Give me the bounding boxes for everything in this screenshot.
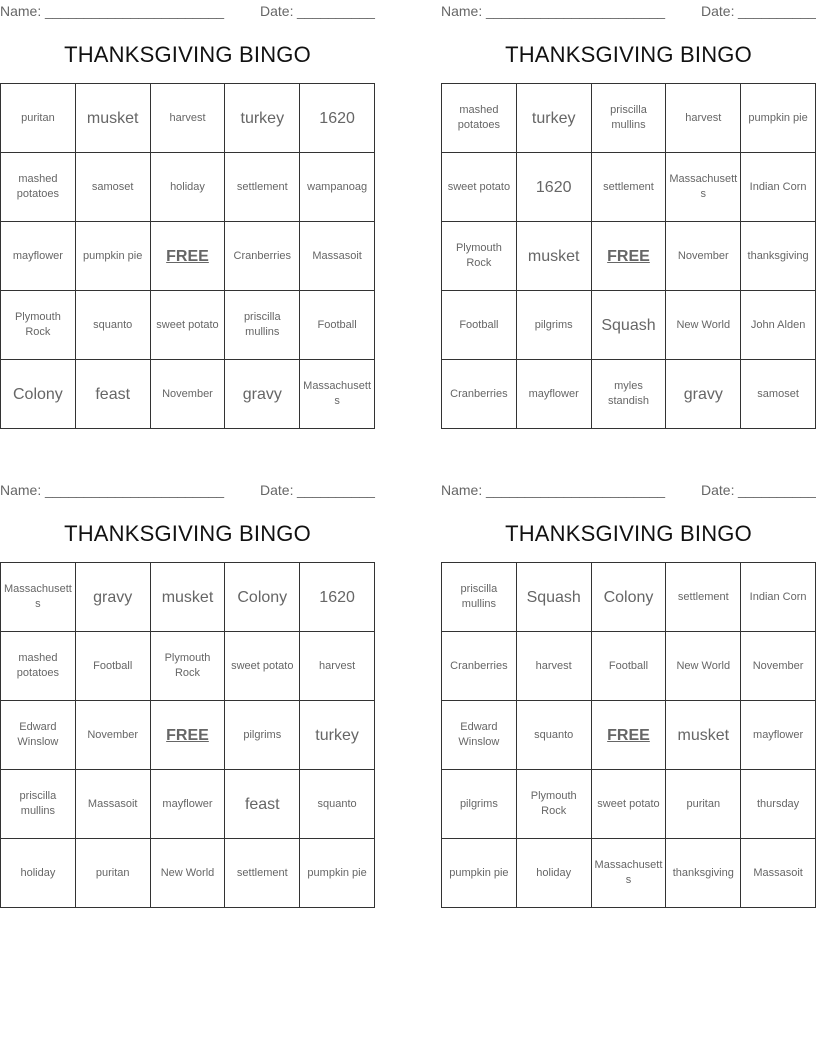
bingo-cell: musket bbox=[666, 701, 741, 770]
bingo-grid bbox=[0, 562, 375, 908]
bingo-cell: mashed potatoes bbox=[442, 84, 517, 153]
bingo-cell: gravy bbox=[75, 563, 150, 632]
bingo-cell: November bbox=[741, 632, 816, 701]
bingo-cell: sweet potato bbox=[225, 632, 300, 701]
free-space-cell: FREE bbox=[150, 222, 225, 291]
free-space-cell: FREE bbox=[591, 222, 666, 291]
bingo-row bbox=[1, 701, 375, 770]
bingo-row bbox=[442, 84, 816, 153]
bingo-row bbox=[442, 153, 816, 222]
bingo-row bbox=[1, 839, 375, 908]
bingo-cell: harvest bbox=[516, 632, 591, 701]
bingo-cell: Football bbox=[591, 632, 666, 701]
bingo-cell: settlement bbox=[666, 563, 741, 632]
bingo-cell: sweet potato bbox=[150, 291, 225, 360]
bingo-row bbox=[442, 360, 816, 429]
bingo-row bbox=[442, 563, 816, 632]
bingo-cell: Colony bbox=[225, 563, 300, 632]
bingo-cell: pilgrims bbox=[442, 770, 517, 839]
bingo-cell: 1620 bbox=[300, 563, 375, 632]
bingo-cell: pilgrims bbox=[516, 291, 591, 360]
bingo-cell: Massasoit bbox=[75, 770, 150, 839]
name-blank: _______________________ bbox=[486, 3, 666, 19]
bingo-cell: pumpkin pie bbox=[741, 84, 816, 153]
name-date-row bbox=[441, 482, 816, 500]
name-label: Name: bbox=[0, 3, 42, 19]
bingo-cell: Cranberries bbox=[442, 632, 517, 701]
bingo-cell: Plymouth Rock bbox=[1, 291, 76, 360]
bingo-row bbox=[442, 222, 816, 291]
bingo-cell: New World bbox=[666, 291, 741, 360]
bingo-cell: puritan bbox=[1, 84, 76, 153]
bingo-cell: holiday bbox=[516, 839, 591, 908]
bingo-cell: Colony bbox=[591, 563, 666, 632]
bingo-cell: priscilla mullins bbox=[442, 563, 517, 632]
name-date-row bbox=[441, 3, 816, 21]
date-blank: __________ bbox=[297, 3, 375, 19]
bingo-cell: Edward Winslow bbox=[442, 701, 517, 770]
bingo-cell: Indian Corn bbox=[741, 153, 816, 222]
date-label: Date: bbox=[701, 482, 735, 498]
bingo-cell: Indian Corn bbox=[741, 563, 816, 632]
name-label: Name: bbox=[441, 3, 483, 19]
bingo-cell: puritan bbox=[75, 839, 150, 908]
bingo-row bbox=[1, 84, 375, 153]
bingo-cell: settlement bbox=[225, 153, 300, 222]
bingo-row bbox=[442, 291, 816, 360]
bingo-cell: 1620 bbox=[516, 153, 591, 222]
bingo-cell: New World bbox=[666, 632, 741, 701]
bingo-cell: Cranberries bbox=[225, 222, 300, 291]
date-label: Date: bbox=[260, 3, 294, 19]
bingo-cell: Massachusetts bbox=[666, 153, 741, 222]
bingo-cell: mayflower bbox=[1, 222, 76, 291]
bingo-cell: squanto bbox=[75, 291, 150, 360]
bingo-cell: mayflower bbox=[741, 701, 816, 770]
bingo-cell: feast bbox=[225, 770, 300, 839]
date-blank: __________ bbox=[738, 482, 816, 498]
bingo-row bbox=[1, 632, 375, 701]
bingo-row bbox=[442, 839, 816, 908]
name-date-row bbox=[0, 482, 375, 500]
bingo-cell: harvest bbox=[300, 632, 375, 701]
bingo-cell: thursday bbox=[741, 770, 816, 839]
free-space-cell: FREE bbox=[150, 701, 225, 770]
bingo-row bbox=[442, 632, 816, 701]
bingo-cell: mashed potatoes bbox=[1, 632, 76, 701]
bingo-row bbox=[1, 222, 375, 291]
bingo-grid bbox=[441, 83, 816, 429]
bingo-cell: squanto bbox=[516, 701, 591, 770]
bingo-cell: mashed potatoes bbox=[1, 153, 76, 222]
bingo-cell: November bbox=[75, 701, 150, 770]
card-title: THANKSGIVING BINGO bbox=[505, 521, 752, 546]
bingo-cell: Massasoit bbox=[300, 222, 375, 291]
bingo-cell: Football bbox=[442, 291, 517, 360]
bingo-cell: samoset bbox=[741, 360, 816, 429]
bingo-cell: settlement bbox=[225, 839, 300, 908]
bingo-cell: Colony bbox=[1, 360, 76, 429]
bingo-cell: John Alden bbox=[741, 291, 816, 360]
bingo-cell: mayflower bbox=[516, 360, 591, 429]
bingo-row bbox=[442, 770, 816, 839]
bingo-cell: sweet potato bbox=[442, 153, 517, 222]
bingo-cell: squanto bbox=[300, 770, 375, 839]
bingo-cell: settlement bbox=[591, 153, 666, 222]
bingo-cell: Cranberries bbox=[442, 360, 517, 429]
bingo-cell: gravy bbox=[666, 360, 741, 429]
bingo-cell: musket bbox=[150, 563, 225, 632]
bingo-cell: holiday bbox=[1, 839, 76, 908]
bingo-cell: 1620 bbox=[300, 84, 375, 153]
name-blank: _______________________ bbox=[45, 482, 225, 498]
name-label: Name: bbox=[0, 482, 42, 498]
bingo-row bbox=[1, 770, 375, 839]
bingo-cell: myles standish bbox=[591, 360, 666, 429]
bingo-cell: Massasoit bbox=[741, 839, 816, 908]
card-title: THANKSGIVING BINGO bbox=[64, 521, 311, 546]
bingo-cell: thanksgiving bbox=[666, 839, 741, 908]
bingo-cell: Squash bbox=[591, 291, 666, 360]
card-title: THANKSGIVING BINGO bbox=[505, 42, 752, 67]
bingo-row bbox=[1, 291, 375, 360]
bingo-row bbox=[1, 360, 375, 429]
bingo-cell: mayflower bbox=[150, 770, 225, 839]
bingo-cell: sweet potato bbox=[591, 770, 666, 839]
bingo-cell: samoset bbox=[75, 153, 150, 222]
bingo-cell: Plymouth Rock bbox=[150, 632, 225, 701]
bingo-cell: Squash bbox=[516, 563, 591, 632]
bingo-cell: turkey bbox=[225, 84, 300, 153]
bingo-cell: priscilla mullins bbox=[591, 84, 666, 153]
bingo-cell: gravy bbox=[225, 360, 300, 429]
date-blank: __________ bbox=[297, 482, 375, 498]
bingo-cell: Football bbox=[300, 291, 375, 360]
date-label: Date: bbox=[701, 3, 735, 19]
bingo-cell: Plymouth Rock bbox=[442, 222, 517, 291]
bingo-cell: feast bbox=[75, 360, 150, 429]
bingo-row bbox=[442, 701, 816, 770]
bingo-cell: harvest bbox=[150, 84, 225, 153]
bingo-cell: musket bbox=[516, 222, 591, 291]
bingo-cell: Edward Winslow bbox=[1, 701, 76, 770]
bingo-cell: musket bbox=[75, 84, 150, 153]
bingo-cell: pumpkin pie bbox=[300, 839, 375, 908]
bingo-row bbox=[1, 563, 375, 632]
name-blank: _______________________ bbox=[486, 482, 666, 498]
bingo-cell: thanksgiving bbox=[741, 222, 816, 291]
bingo-cell: November bbox=[150, 360, 225, 429]
bingo-cell: Massachusetts bbox=[1, 563, 76, 632]
name-label: Name: bbox=[441, 482, 483, 498]
free-space-cell: FREE bbox=[591, 701, 666, 770]
bingo-cell: puritan bbox=[666, 770, 741, 839]
bingo-grid bbox=[441, 562, 816, 908]
date-blank: __________ bbox=[738, 3, 816, 19]
bingo-cell: Massachusetts bbox=[300, 360, 375, 429]
bingo-grid bbox=[0, 83, 375, 429]
bingo-cell: pilgrims bbox=[225, 701, 300, 770]
bingo-cell: pumpkin pie bbox=[75, 222, 150, 291]
bingo-cell: pumpkin pie bbox=[442, 839, 517, 908]
bingo-cell: wampanoag bbox=[300, 153, 375, 222]
bingo-cell: priscilla mullins bbox=[225, 291, 300, 360]
bingo-cell: holiday bbox=[150, 153, 225, 222]
bingo-row bbox=[1, 153, 375, 222]
bingo-cell: Football bbox=[75, 632, 150, 701]
name-blank: _______________________ bbox=[45, 3, 225, 19]
bingo-cell: harvest bbox=[666, 84, 741, 153]
bingo-cell: priscilla mullins bbox=[1, 770, 76, 839]
bingo-cell: turkey bbox=[516, 84, 591, 153]
bingo-cell: Plymouth Rock bbox=[516, 770, 591, 839]
bingo-cell: Massachusetts bbox=[591, 839, 666, 908]
card-title: THANKSGIVING BINGO bbox=[64, 42, 311, 67]
bingo-cell: turkey bbox=[300, 701, 375, 770]
bingo-cell: New World bbox=[150, 839, 225, 908]
bingo-cell: November bbox=[666, 222, 741, 291]
date-label: Date: bbox=[260, 482, 294, 498]
name-date-row bbox=[0, 3, 375, 21]
